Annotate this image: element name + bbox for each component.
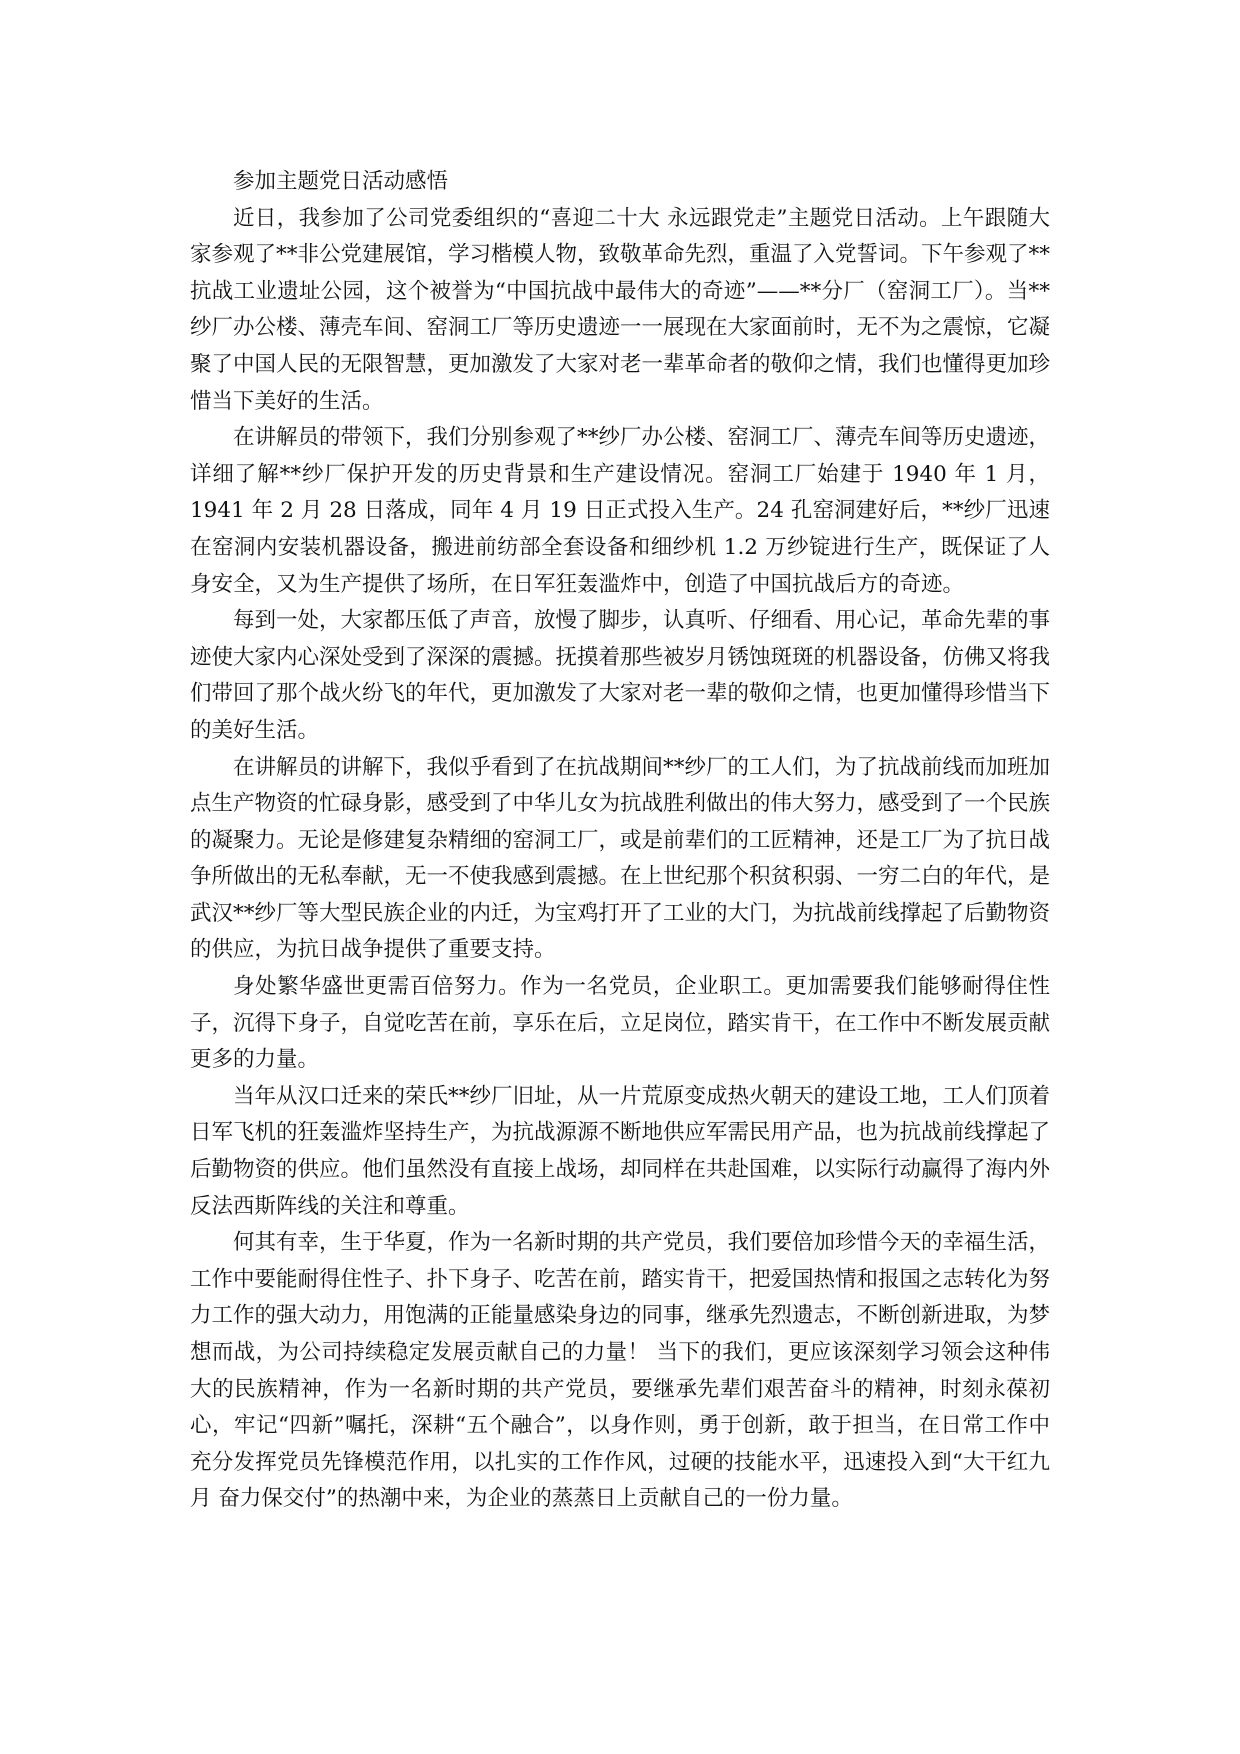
document-title: 参加主题党日活动感悟 [233,169,449,194]
paragraph-7: 何其有幸，生于华夏，作为一名新时期的共产党员，我们要倍加珍惜今天的幸福生活，工作中要能耐得住性子、扑下身子、吃苦在前，踏实肯干，把爱国热情和报国之志转化为努力工作的强大动力，用饱满的正能量感染身边的同事，继承先烈遗志，不断创新进取，为梦想而战，为公司持续稳定发展贡献自己的力量！ 当下的我们，更应该深刻学习领会这种伟大的民族精神，作为一名新时期的共产党员，要继承先辈们艰苦奋斗的精神，时刻永葆初心，牢记“四新”嘱托，深耕“五个融合”，以身作则，勇于创新，敢于担当，在日常工作中充分发挥党员先锋模范作用，以扎实的工作作风，过硬的技能水平，迅速投入到“大干红九月 奋力保交付”的热潮中来，为企业的蒸蒸日上贡献自己的一份力量。 [190,1230,1051,1512]
paragraph-5: 身处繁华盛世更需百倍努力。作为一名党员，企业职工。更加需要我们能够耐得住性子，沉得下身子，自觉吃苦在前，享乐在后，立足岗位，踏实肯干，在工作中不断发展贡献更多的力量。 [190,974,1051,1073]
document-body [190,164,1050,1518]
paragraph-6: 当年从汉口迁来的荣氏**纱厂旧址，从一片荒原变成热火朝天的建设工地，工人们顶着日军飞机的狂轰滥炸坚持生产，为抗战源源不断地供应军需民用产品，也为抗战前线撑起了后勤物资的供应。他们虽然没有直接上战场，却同样在共赴国难，以实际行动赢得了海内外反法西斯阵线的关注和尊重。 [190,1083,1051,1219]
paragraph-1: 近日，我参加了公司党委组织的“喜迎二十大 永远跟党走”主题党日活动。上午跟随大家参观了**非公党建展馆，学习楷模人物，致敬革命先烈，重温了入党誓词。下午参观了**抗战工业遗址公园，这个被誉为“中国抗战中最伟大的奇迹”——**分厂（窑洞工厂）。当**纱厂办公楼、薄壳车间、窑洞工厂等历史遗迹一一展现在大家面前时，无不为之震惊，它凝聚了中国人民的无限智慧，更加激发了大家对老一辈革命者的敬仰之情，我们也懂得更加珍惜当下美好的生活。 [190,205,1051,414]
paragraph-3: 每到一处，大家都压低了声音，放慢了脚步，认真听、仔细看、用心记，革命先辈的事迹使大家内心深处受到了深深的震撼。抚摸着那些被岁月锈蚀斑斑的机器设备，仿佛又将我们带回了那个战火纷飞的年代，更加激发了大家对老一辈的敬仰之情，也更加懂得珍惜当下的美好生活。 [190,608,1051,743]
paragraph-4: 在讲解员的讲解下，我似乎看到了在抗战期间**纱厂的工人们，为了抗战前线而加班加点生产物资的忙碌身影，感受到了中华儿女为抗战胜利做出的伟大努力，感受到了一个民族的凝聚力。无论是修建复杂精细的窑洞工厂，或是前辈们的工匠精神，还是工厂为了抗日战争所做出的无私奉献，无一不使我感到震撼。在上世纪那个积贫积弱、一穷二白的年代，是武汉**纱厂等大型民族企业的内迁，为宝鸡打开了工业的大门，为抗战前线撑起了后勤物资的供应，为抗日战争提供了重要支持。 [190,754,1051,963]
paragraph-2: 在讲解员的带领下，我们分别参观了**纱厂办公楼、窑洞工厂、薄壳车间等历史遗迹，详细了解**纱厂保护开发的历史背景和生产建设情况。窑洞工厂始建于 1940 年 1 月，1941 年 2 月 28 日落成，同年 4 月 19 日正式投入生产。24 孔窑洞建好后，**纱厂迅速在窑洞内安装机器设备，搬进前纺部全套设备和细纱机 1.2 万纱锭进行生产，既保证了人身安全，又为生产提供了场所，在日军狂轰滥炸中，创造了中国抗战后方的奇迹。 [190,425,1051,597]
